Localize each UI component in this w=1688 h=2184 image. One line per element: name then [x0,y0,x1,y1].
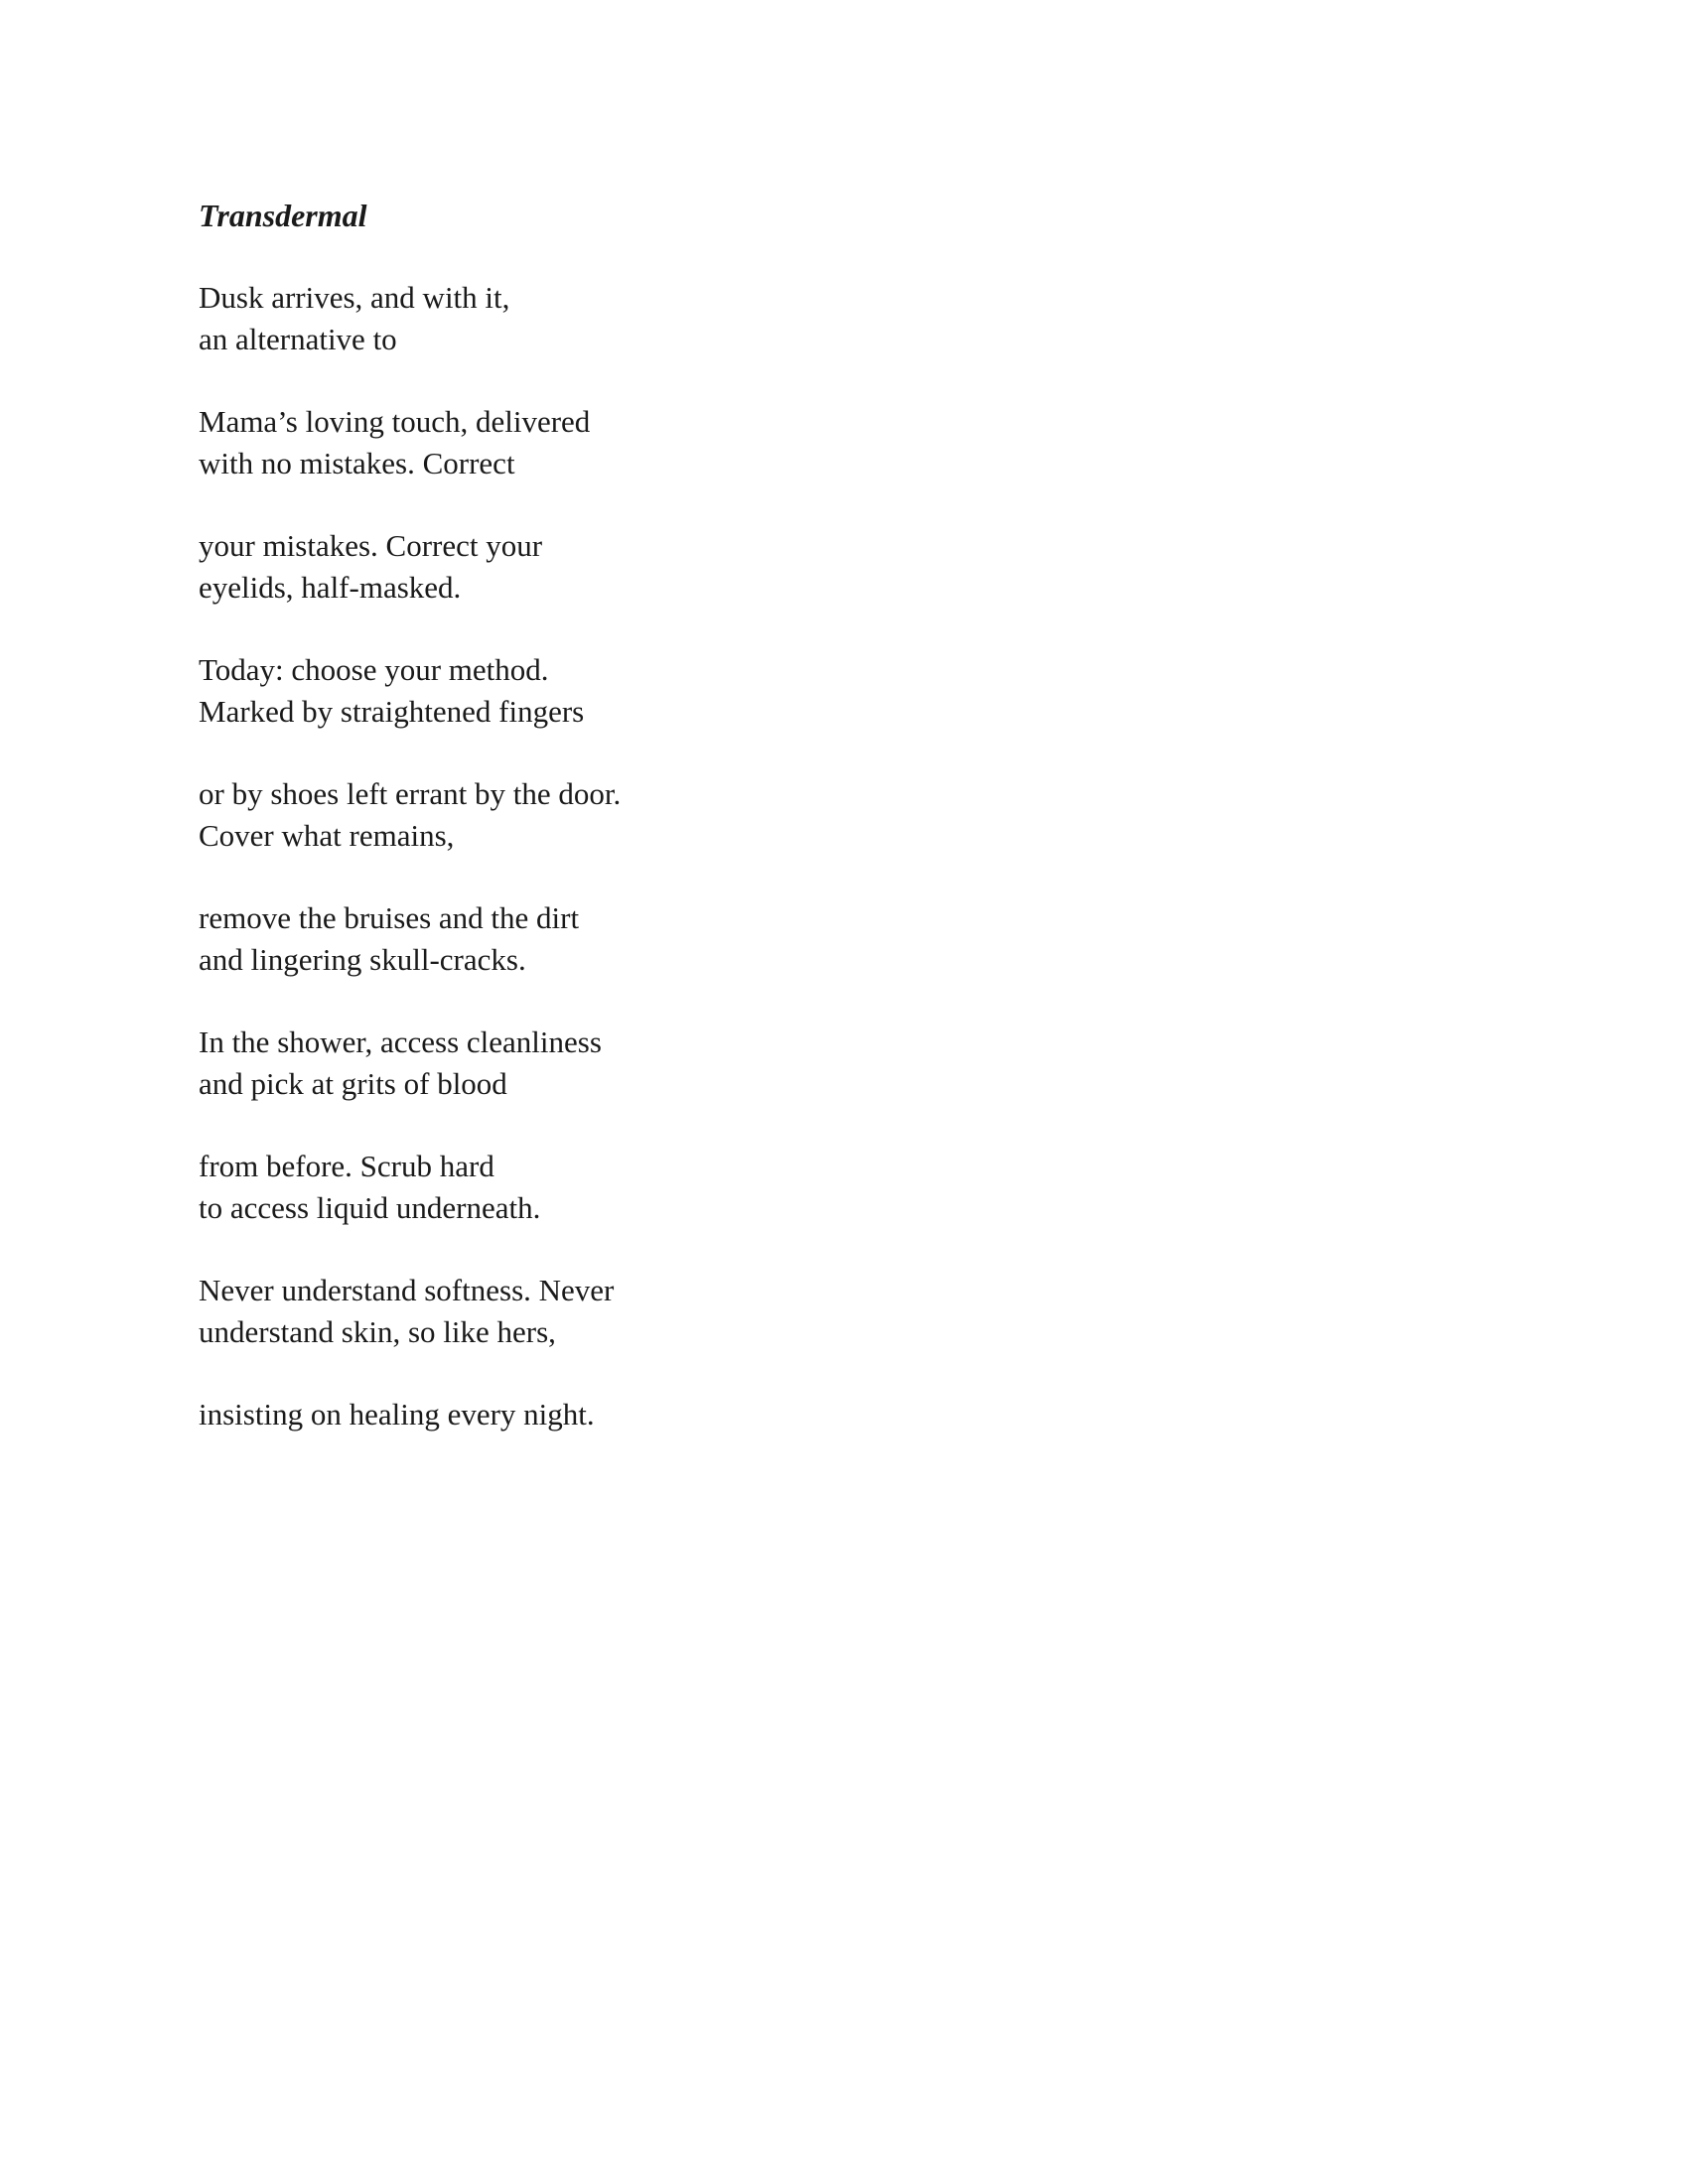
poem-line: an alternative to [199,322,397,356]
poem-line: to access liquid underneath. [199,1190,541,1225]
stanza [199,773,1489,857]
poem-line: Never understand softness. Never [199,1273,615,1307]
stanza [199,401,1489,484]
poem-page [199,195,1489,1476]
poem-line: from before. Scrub hard [199,1149,494,1183]
poem-line: or by shoes left errant by the door. [199,776,622,811]
stanza [199,649,1489,733]
stanza [199,1146,1489,1229]
stanza [199,897,1489,981]
poem-line: remove the bruises and the dirt [199,900,580,935]
poem-line: with no mistakes. Correct [199,446,515,480]
poem-line: Cover what remains, [199,818,455,853]
poem-line: eyelids, half-masked. [199,570,462,605]
poem-title: Transdermal [199,198,367,233]
stanza [199,525,1489,609]
poem-line: insisting on healing every night. [199,1397,595,1432]
stanza [199,1270,1489,1353]
stanza [199,1022,1489,1105]
stanza [199,277,1489,360]
poem-body [199,277,1489,1435]
poem-line: In the shower, access cleanliness [199,1024,602,1059]
poem-line: understand skin, so like hers, [199,1314,556,1349]
poem-line: your mistakes. Correct your [199,528,543,563]
poem-line: Marked by straightened fingers [199,694,585,729]
stanza [199,1394,1489,1435]
poem-line: Today: choose your method. [199,652,549,687]
poem-line: and lingering skull-cracks. [199,942,526,977]
poem-line: Dusk arrives, and with it, [199,280,510,315]
poem-line: Mama’s loving touch, delivered [199,404,591,439]
poem-line: and pick at grits of blood [199,1066,507,1101]
